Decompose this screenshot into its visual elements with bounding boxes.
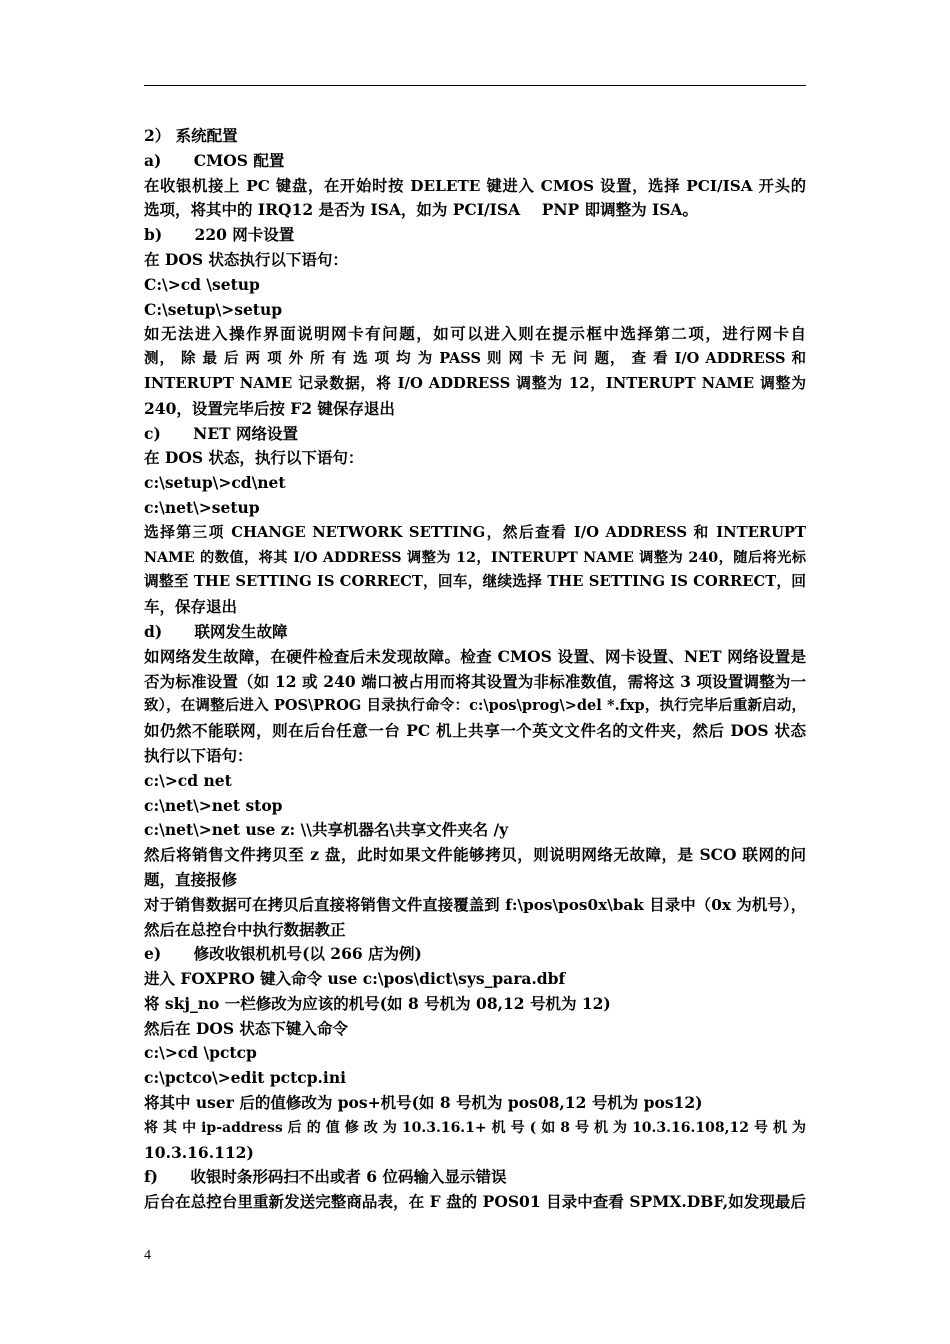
paragraph-line: NAME 的数值，将其 I/O ADDRESS 调整为 12，INTERUPT NAME 调整为 240，随后将光标 bbox=[144, 549, 806, 566]
paragraph-line: 然后在总控台中执行数据教正 bbox=[144, 919, 346, 939]
command-line: c:\net\>net use z: \\共享机器名\共享文件夹名 /y bbox=[144, 820, 509, 840]
paragraph-line: 在 DOS 状态，执行以下语句： bbox=[144, 448, 364, 468]
command-line: c:\setup\>cd\net bbox=[144, 473, 286, 493]
paragraph-line: 否为标准设置（如 12 或 240 端口被占用而将其设置为非标准数值，需将这 3 项设置调整为一 bbox=[144, 671, 806, 691]
command-line: C:\>cd \setup bbox=[144, 274, 260, 294]
paragraph-line: 在 DOS 状态执行以下语句： bbox=[144, 249, 348, 269]
paragraph-line: 将其中 user 后的值修改为 pos+机号(如 8 号机为 pos08,12 号机为 pos12) bbox=[144, 1093, 703, 1113]
paragraph-line: 选项，将其中的 IRQ12 是否为 ISA，如为 PCI/ISA PNP 即调整为 ISA。 bbox=[144, 200, 698, 220]
paragraph-line: 240，设置完毕后按 F2 键保存退出 bbox=[144, 398, 395, 418]
header-rule bbox=[144, 85, 806, 86]
paragraph-line: 对于销售数据可在拷贝后直接将销售文件直接覆盖到 f:\pos\pos0x\bak 目录中（0x 为机号）， bbox=[144, 895, 806, 914]
paragraph-line: 测， 除 最 后 两 项 外 所 有 选 项 均 为 PASS 则 网 卡 无 问 题， 查 看 I/O ADDRESS 和 bbox=[144, 350, 806, 368]
command-line: 进入 FOXPRO 键入命令 use c:\pos\dict\sys_para.dbf bbox=[144, 969, 566, 989]
paragraph-line: 然后将销售文件拷贝至 z 盘，此时如果文件能够拷贝，则说明网络无故障，是 SCO 联网的问 bbox=[144, 845, 806, 865]
paragraph-line: 将 skj_no 一栏修改为应该的机号(如 8 号机为 08,12 号机为 12) bbox=[144, 993, 611, 1013]
command-line: C:\setup\>setup bbox=[144, 299, 283, 319]
command-line: c:\>cd net bbox=[144, 770, 232, 790]
section-heading: 2） 系统配置 bbox=[144, 126, 238, 145]
paragraph-line: 选择第三项 CHANGE NETWORK SETTING，然后查看 I/O ADDRESS 和 INTERUPT bbox=[144, 523, 806, 541]
page-number: 4 bbox=[144, 1248, 151, 1263]
command-line: c:\net\>net stop bbox=[144, 795, 283, 815]
paragraph-line: 后台在总控台里重新发送完整商品表，在 F 盘的 POS01 目录中查看 SPMX.DBF,如发现最后 bbox=[144, 1192, 806, 1212]
paragraph-line: 将 其 中 ip-address 后 的 值 修 改 为 10.3.16.1+ 机 号 ( 如 8 号 机 为 10.3.16.108,12 号 机 为 bbox=[144, 1119, 806, 1136]
subsection-heading: f) 收银时条形码扫不出或者 6 位码输入显示错误 bbox=[144, 1167, 507, 1187]
paragraph-line: 执行以下语句： bbox=[144, 745, 253, 765]
paragraph-line: 致），在调整后进入 POS\PROG 目录执行命令：c:\pos\prog\>del *.fxp，执行完毕后重新启动， bbox=[144, 697, 806, 715]
paragraph-line: 如仍然不能联网，则在后台任意一台 PC 机上共享一个英文文件名的文件夹，然后 DOS 状态 bbox=[144, 721, 806, 741]
paragraph-line: 调整至 THE SETTING IS CORRECT，回车，继续选择 THE SETTING IS CORRECT，回 bbox=[144, 573, 806, 591]
paragraph-line: 在收银机接上 PC 键盘，在开始时按 DELETE 键进入 CMOS 设置，选择 PCI/ISA 开头的 bbox=[144, 176, 806, 195]
paragraph-line: INTERUPT NAME 记录数据，将 I/O ADDRESS 调整为 12，INTERUPT NAME 调整为 bbox=[144, 374, 806, 392]
subsection-heading: a) CMOS 配置 bbox=[144, 150, 285, 170]
subsection-heading: c) NET 网络设置 bbox=[144, 423, 299, 443]
document-body bbox=[144, 124, 806, 1215]
paragraph-line: 然后在 DOS 状态下键入命令 bbox=[144, 1018, 348, 1038]
paragraph-line: 如网络发生故障，在硬件检查后未发现故障。检查 CMOS 设置、网卡设置、NET 网络设置是 bbox=[144, 646, 806, 666]
subsection-heading: d) 联网发生故障 bbox=[144, 621, 288, 641]
paragraph-line: 如无法进入操作界面说明网卡有问题，如可以进入则在提示框中选择第二项，进行网卡自 bbox=[144, 324, 806, 344]
paragraph-line: 车，保存退出 bbox=[144, 597, 238, 617]
command-line: c:\pctco\>edit pctcp.ini bbox=[144, 1068, 346, 1088]
paragraph-line: 题，直接报修 bbox=[144, 869, 238, 889]
command-line: c:\net\>setup bbox=[144, 497, 260, 517]
command-line: c:\>cd \pctcp bbox=[144, 1043, 257, 1063]
subsection-heading: e) 修改收银机机号(以 266 店为例) bbox=[144, 944, 422, 964]
paragraph-line: 10.3.16.112) bbox=[144, 1142, 254, 1162]
subsection-heading: b) 220 网卡设置 bbox=[144, 225, 295, 245]
